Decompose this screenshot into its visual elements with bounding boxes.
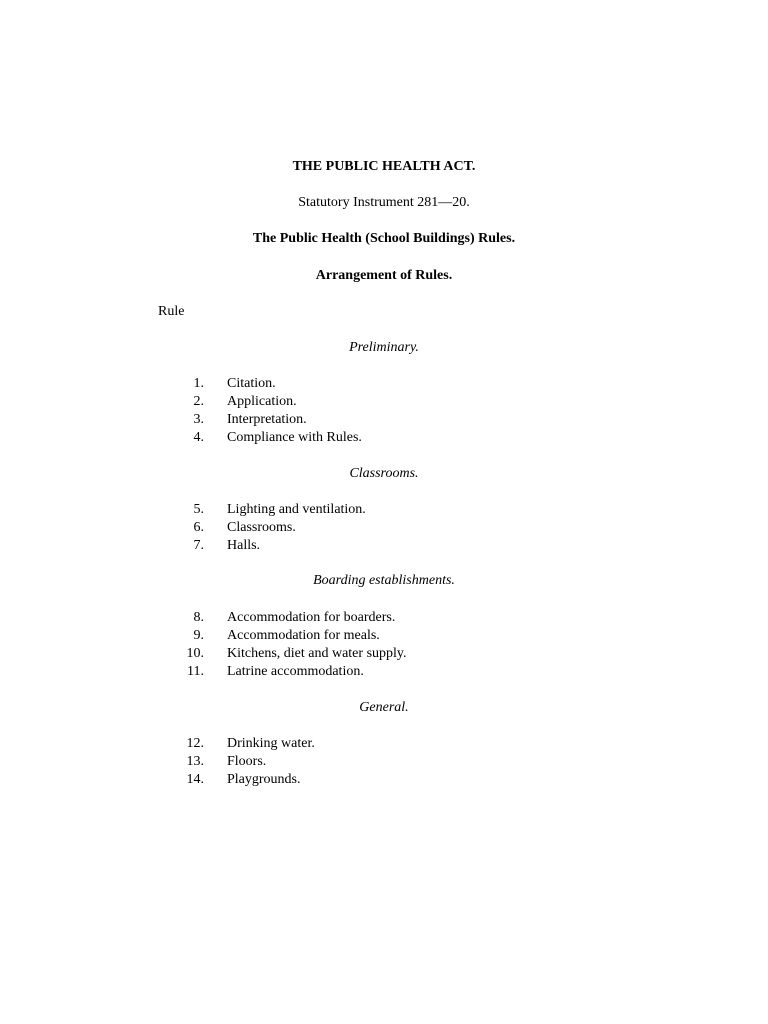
rule-title: Accommodation for boarders. bbox=[227, 610, 396, 625]
rule-number: 4. bbox=[193, 430, 204, 445]
rule-title: Floors. bbox=[227, 754, 267, 769]
rule-title: Latrine accommodation. bbox=[227, 664, 364, 679]
rule-title: Lighting and ventilation. bbox=[227, 502, 366, 517]
rule-number: 5. bbox=[193, 502, 204, 517]
rule-number: 12. bbox=[186, 736, 204, 751]
rule-number: 11. bbox=[187, 664, 204, 679]
rule-number: 1. bbox=[193, 376, 204, 391]
section-heading-general: General. bbox=[359, 700, 409, 715]
section-heading-classrooms: Classrooms. bbox=[349, 466, 419, 481]
rule-number: 13. bbox=[186, 754, 204, 769]
rule-title: Application. bbox=[227, 394, 297, 409]
rule-title: Kitchens, diet and water supply. bbox=[227, 646, 407, 661]
rule-number: 7. bbox=[193, 538, 204, 553]
rule-title: Compliance with Rules. bbox=[227, 430, 362, 445]
rule-number: 9. bbox=[193, 628, 204, 643]
statutory-instrument: Statutory Instrument 281—20. bbox=[298, 195, 470, 210]
rule-number: 10. bbox=[186, 646, 204, 661]
rule-number: 2. bbox=[193, 394, 204, 409]
rules-title: The Public Health (School Buildings) Rules. bbox=[252, 231, 516, 246]
rule-number: 14. bbox=[186, 772, 204, 787]
rule-title: Citation. bbox=[227, 376, 276, 391]
rule-title: Halls. bbox=[227, 538, 261, 553]
act-title: THE PUBLIC HEALTH ACT. bbox=[292, 159, 476, 174]
rule-number: 3. bbox=[193, 412, 204, 427]
rule-title: Playgrounds. bbox=[227, 772, 301, 787]
arrangement-heading: Arrangement of Rules. bbox=[315, 268, 453, 283]
rule-title: Accommodation for meals. bbox=[227, 628, 380, 643]
rule-title: Drinking water. bbox=[227, 736, 315, 751]
rule-column-label: Rule bbox=[158, 304, 185, 319]
rule-title: Classrooms. bbox=[227, 520, 296, 535]
section-heading-boarding: Boarding establishments. bbox=[313, 573, 455, 588]
rule-number: 6. bbox=[193, 520, 204, 535]
section-heading-preliminary: Preliminary. bbox=[349, 340, 419, 355]
rule-title: Interpretation. bbox=[227, 412, 307, 427]
rule-number: 8. bbox=[193, 610, 204, 625]
